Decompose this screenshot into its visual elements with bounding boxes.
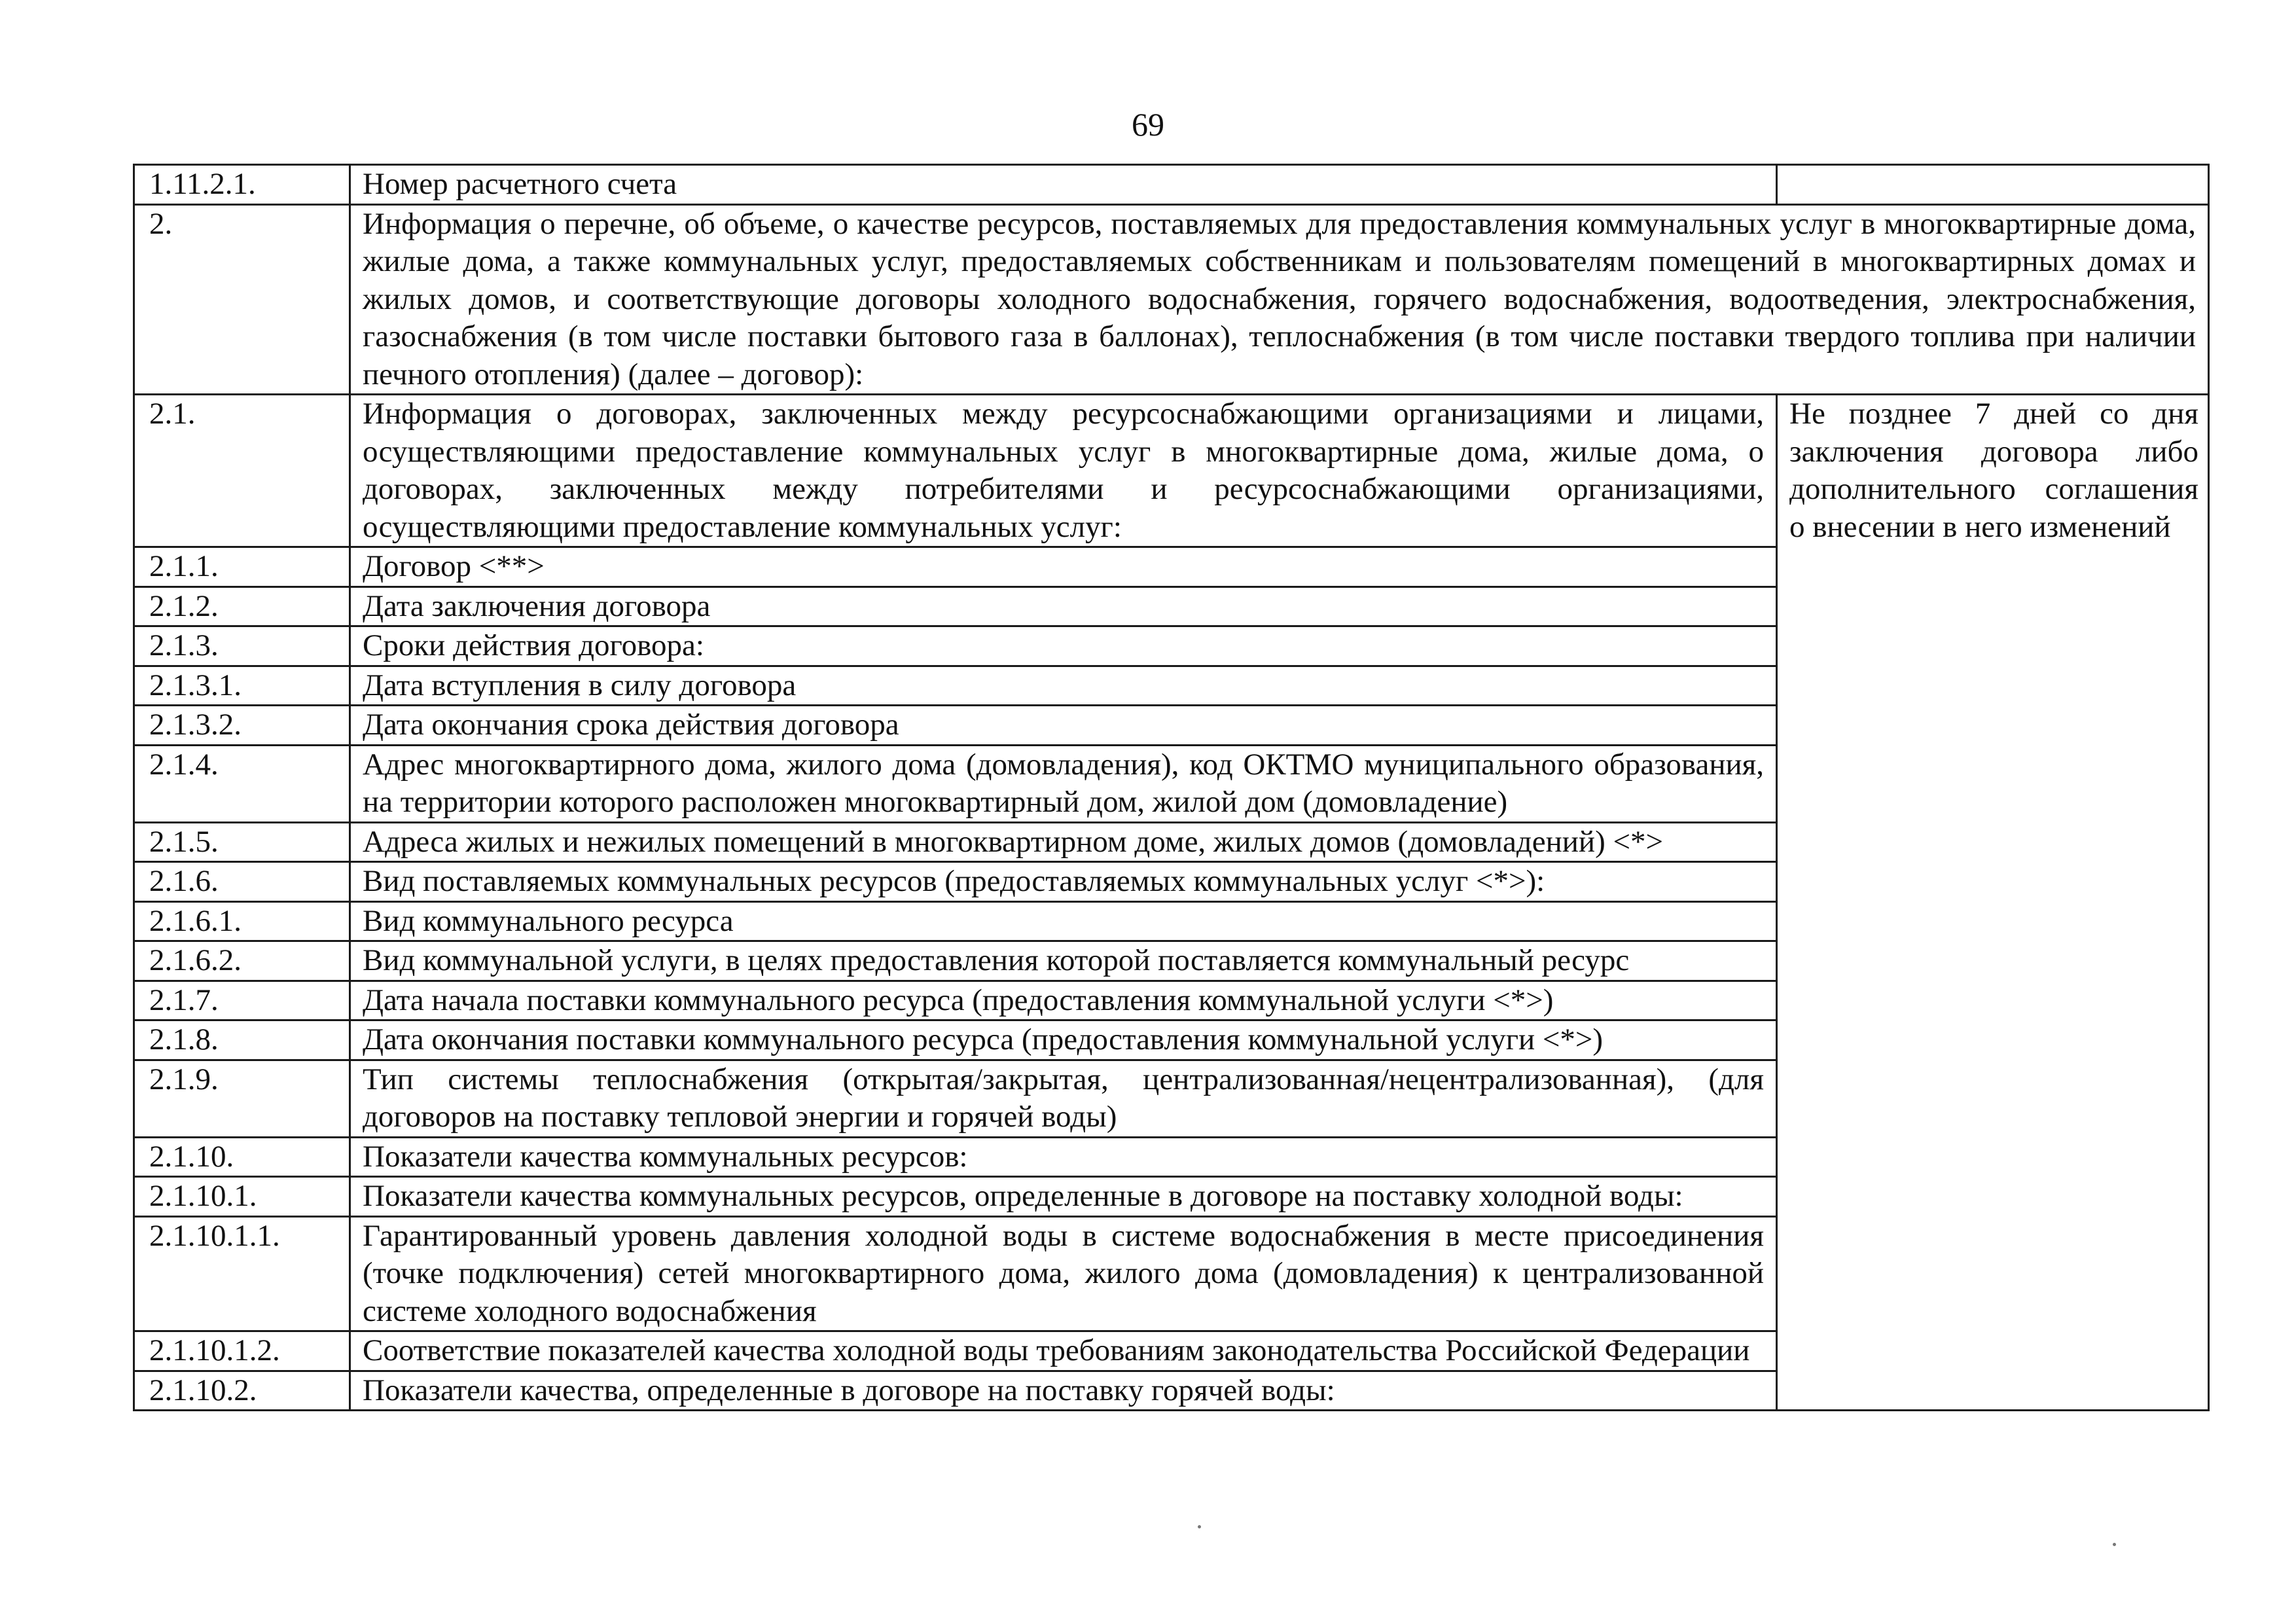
item-number: 2. <box>134 204 350 395</box>
item-description: Показатели качества, определенные в договоре на поставку горячей воды: <box>350 1371 1777 1411</box>
item-number: 2.1. <box>134 395 350 547</box>
item-description: Адреса жилых и нежилых помещений в многоквартирном доме, жилых домов (домовладений) <*> <box>350 822 1777 862</box>
scan-speck <box>2113 1543 2116 1546</box>
item-description: Договор <**> <box>350 547 1777 587</box>
table-row <box>134 165 2209 205</box>
item-number: 2.1.5. <box>134 822 350 862</box>
item-number: 2.1.7. <box>134 981 350 1020</box>
item-number: 2.1.10.1.2. <box>134 1331 350 1371</box>
item-number: 2.1.9. <box>134 1060 350 1137</box>
scan-speck <box>1198 1525 1201 1528</box>
item-number: 2.1.10.1. <box>134 1177 350 1217</box>
item-description: Тип системы теплоснабжения (открытая/закрытая, централизованная/нецентрализованная), (для договоров на поставку тепловой энергии и горячей воды) <box>350 1060 1777 1137</box>
item-number: 2.1.6.2. <box>134 941 350 981</box>
item-description: Дата начала поставки коммунального ресурса (предоставления коммунальной услуги <*>) <box>350 981 1777 1020</box>
item-description: Гарантированный уровень давления холодной воды в системе водоснабжения в месте присоединения (точке подключения) сетей многоквартирного дома, жилого дома (домовладения) к централизованной системе холодного водоснабжения <box>350 1216 1777 1331</box>
item-description: Информация о договорах, заключенных между ресурсоснабжающими организациями и лицами, осуществляющими предоставление коммунальных услуг в многоквартирные дома, жилые дома, о договорах, заключенных между потребителями и ресурсоснабжающими организациями, осуществляющими предоставление коммунальных услуг: <box>350 395 1777 547</box>
item-description: Сроки действия договора: <box>350 626 1777 666</box>
item-description: Дата заключения договора <box>350 586 1777 626</box>
page-number: 69 <box>1132 106 1164 143</box>
item-description: Вид поставляемых коммунальных ресурсов (предоставляемых коммунальных услуг <*>): <box>350 862 1777 902</box>
disclosure-term: Не позднее 7 дней со дня заключения договора либо дополнительного соглашения о внесении в него изменений <box>1777 395 2209 1411</box>
item-description: Показатели качества коммунальных ресурсов: <box>350 1137 1777 1177</box>
table-row <box>134 395 2209 547</box>
item-number: 2.1.6.1. <box>134 901 350 941</box>
item-number: 2.1.2. <box>134 586 350 626</box>
item-description: Адрес многоквартирного дома, жилого дома (домовладения), код ОКТМО муниципального образования, на территории которого расположен многоквартирный дом, жилой дом (домовладение) <box>350 745 1777 822</box>
item-description: Вид коммунальной услуги, в целях предоставления которой поставляется коммунальный ресурс <box>350 941 1777 981</box>
item-number: 2.1.6. <box>134 862 350 902</box>
item-number: 1.11.2.1. <box>134 165 350 205</box>
disclosure-table <box>133 164 2210 1411</box>
item-description: Соответствие показателей качества холодной воды требованиям законодательства Российской Федерации <box>350 1331 1777 1371</box>
item-number: 2.1.10.2. <box>134 1371 350 1411</box>
item-number: 2.1.10.1.1. <box>134 1216 350 1331</box>
item-number: 2.1.10. <box>134 1137 350 1177</box>
item-description: Номер расчетного счета <box>350 165 1777 205</box>
item-number: 2.1.3.2. <box>134 706 350 746</box>
item-number: 2.1.3. <box>134 626 350 666</box>
item-number: 2.1.1. <box>134 547 350 587</box>
term-cell-empty <box>1777 165 2209 205</box>
table-row <box>134 204 2209 395</box>
item-description: Дата окончания срока действия договора <box>350 706 1777 746</box>
item-description: Вид коммунального ресурса <box>350 901 1777 941</box>
item-number: 2.1.8. <box>134 1020 350 1060</box>
item-description: Показатели качества коммунальных ресурсов, определенные в договоре на поставку холодной воды: <box>350 1177 1777 1217</box>
item-description: Информация о перечне, об объеме, о качестве ресурсов, поставляемых для предоставления коммунальных услуг в многоквартирные дома, жилые дома, а также коммунальных услуг, предоставляемых собственникам и пользователям помещений в многоквартирных домах и жилых домов, и соответствующие договоры холодного водоснабжения, горячего водоснабжения, водоотведения, электроснабжения, газоснабжения (в том числе поставки бытового газа в баллонах), теплоснабжения (в том числе поставки твердого топлива при наличии печного отопления) (далее – договор): <box>350 204 2209 395</box>
item-number: 2.1.3.1. <box>134 666 350 706</box>
item-description: Дата окончания поставки коммунального ресурса (предоставления коммунальной услуги <*>) <box>350 1020 1777 1060</box>
item-number: 2.1.4. <box>134 745 350 822</box>
item-description: Дата вступления в силу договора <box>350 666 1777 706</box>
